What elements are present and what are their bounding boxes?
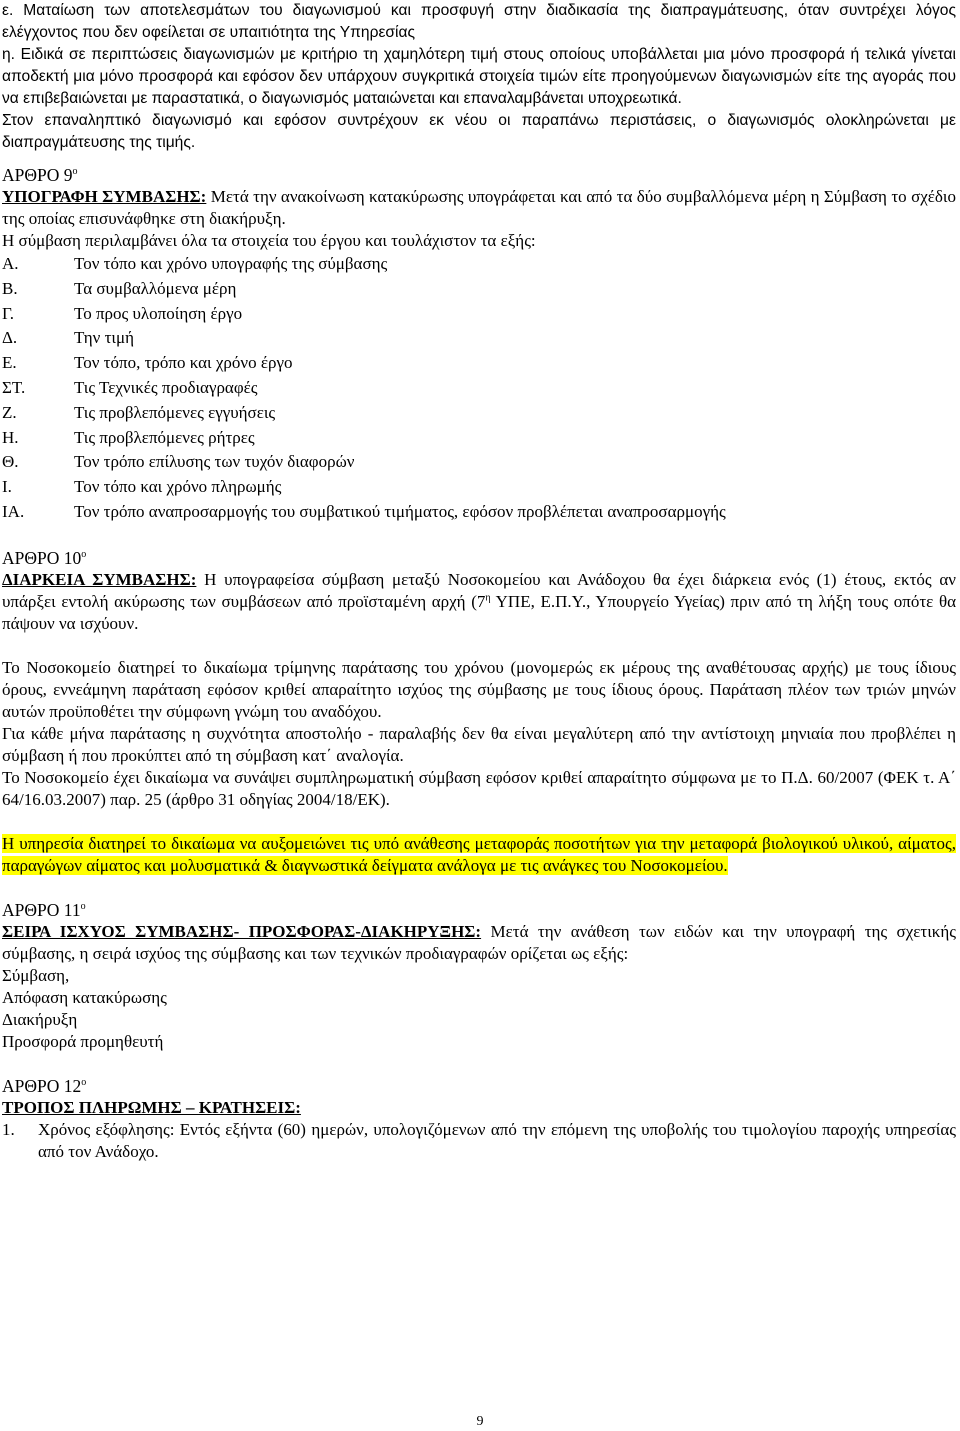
list-item-label: ΙΑ. (2, 501, 25, 521)
list-item-label: Β. (2, 278, 18, 298)
list-item-label: Ι. (2, 477, 12, 497)
list-item-text: Τον τόπο και χρόνο πληρωμής (74, 477, 282, 497)
article-heading: ΥΠΟΓΡΑΦΗ ΣΥΜΒΑΣΗΣ: (2, 187, 207, 206)
paragraph-e: ε. Ματαίωση των αποτελεσμάτων του διαγωνισμού και προσφυγή στην διαδικασία της διαπραγμάτευσης, όταν συντρέχει λόγος ελέγχοντος που δεν οφείλεται σε υπαιτιότητα της Υπηρεσίας (2, 2, 956, 41)
article-11 (2, 899, 956, 1053)
article-9 (2, 164, 956, 525)
intro-block (2, 0, 956, 154)
list-intro: Η σύμβαση περιλαμβάνει όλα τα στοιχεία του έργου και τουλάχιστον τα εξής: (2, 231, 536, 250)
article-title: ΑΡΘΡΟ $9^o$ (2, 165, 78, 185)
list-item-label: ΣΤ. (2, 377, 26, 397)
paragraph-h: η. Ειδικά σε περιπτώσεις διαγωνισμών με κριτήριο τη χαμηλότερη τιμή στους οποίους υποβάλλεται μια μόνο προσφορά ή τελικά γίνεται αποδεκτή μια μόνο προσφορά και εφόσον δεν υπάρχουν συγκριτικά στοιχεία τιμών είτε προηγούμενων διαγωνισμών είτε της αγοράς που να επιβεβαιώνεται με παραστατικά, ο διαγωνισμός ματαιώνεται και επαναλαμβάνεται υποχρεωτικά. (2, 46, 956, 107)
payment-item (2, 1119, 956, 1163)
list-item-label: Η. (2, 427, 19, 447)
highlighted-paragraph: Η υπηρεσία διατηρεί το δικαίωμα να αυξομειώνει τις υπό ανάθεσης μεταφοράς ποσοτήτων για την μεταφορά βιολογικού υλικού, αίματος, παραγώγων αίματος και μολυσματικά & διαγνωστικά δείγματα ανάλογα με τις ανάγκες του Νοσοκομείου. (2, 833, 956, 875)
list-item-label: Θ. (2, 452, 19, 472)
list-item (2, 450, 956, 475)
article-title: ΑΡΘΡΟ $11^o$ (2, 899, 86, 920)
article-paragraph: ΥΠΟΓΡΑΦΗ ΣΥΜΒΑΣΗΣ: Μετά την ανακοίνωση κατακύρωσης υπογράφεται και από τα δύο συμβαλλόμενα μέρη η Σύμβαση το σχέδιο της οποίας επισυνάφθηκε στη διακήρυξη. (2, 187, 956, 228)
item-number: 1. (2, 1119, 15, 1139)
list-item-text: Τον τρόπο επίλυσης των τυχόν διαφορών (74, 452, 355, 472)
article-heading: ΣΕΙΡΑ ΙΣΧΥΟΣ ΣΥΜΒΑΣΗΣ- ΠΡΟΣΦΟΡΑΣ-ΔΙΑΚΗΡΥΞΗΣ: (2, 921, 482, 941)
list-item (2, 351, 956, 376)
list-item (2, 326, 956, 351)
order-line: Σύμβαση, (2, 965, 70, 985)
order-line: Διακήρυξη (2, 1009, 78, 1029)
list-item-text: Τα συμβαλλόμενα μέρη (74, 278, 237, 298)
article-paragraph: ΣΕΙΡΑ ΙΣΧΥΟΣ ΣΥΜΒΑΣΗΣ- ΠΡΟΣΦΟΡΑΣ-ΔΙΑΚΗΡΥΞΗΣ: Μετά την ανάθεση των ειδών και την υπογραφή της σχετικής σύμβασης, η σειρά ισχύος της σύμβασης και των τεχνικών προδιαγραφών ορίζεται ως εξής: (2, 921, 957, 963)
list-item-label: Ε. (2, 353, 17, 373)
list-item (2, 475, 956, 500)
article-12 (2, 1075, 956, 1163)
list-item-label: Γ. (2, 303, 15, 323)
frequency-paragraph: Για κάθε μήνα παράτασης η συχνότητα αποστολήο - παραλαβής δεν θα είναι μεγαλύτερη από την αντίστοιχη μηνιαία που προβλέπει η σύμβαση ή που προκύπτει από τη σύμβαση κατ΄ αναλογία. (2, 723, 956, 765)
order-line: Προσφορά προμηθευτή (2, 1031, 164, 1051)
list-item-text: Τις προβλεπόμενες ρήτρες (74, 427, 255, 447)
contract-elements-list (2, 252, 956, 525)
list-item (2, 302, 956, 327)
list-item-text: Την τιμή (74, 328, 134, 348)
article-paragraph: ΔΙΑΡΚΕΙΑ ΣΥΜΒΑΣΗΣ: Η υπογραφείσα σύμβαση μεταξύ Νοσοκομείου και Ανάδοχου θα έχει διάρκεια ενός (1) έτους, εκτός αν υπάρξει εντολή ακύρωσης των συμβάσεων από προϊσταμένη αρχή ($7^\eta$ ΥΠΕ, Ε.Π.Υ., Υπουργείο Υγείας) πριν από τη λήξη τους οπότε θα πάψουν να ισχύουν. (2, 569, 956, 633)
article-title: ΑΡΘΡΟ $12^o$ (2, 1075, 87, 1096)
supplementary-paragraph: Το Νοσοκομείο έχει δικαίωμα να συνάψει συμπληρωματική σύμβαση εφόσον κριθεί απαραίτητο σύμφωνα με το Π.Δ. 60/2007 (ΦΕΚ τ. Α΄ 64/16.03.2007) παρ. 25 (άρθρο 31 οδηγίας 2004/18/ΕΚ). (2, 767, 956, 809)
list-item-text: Τον τόπο, τρόπο και χρόνο έργο (74, 353, 293, 373)
article-heading-line (2, 1097, 956, 1119)
article-heading: ΤΡΟΠΟΣ ΠΛΗΡΩΜΗΣ – ΚΡΑΤΗΣΕΙΣ: (2, 1097, 301, 1117)
list-item (2, 426, 956, 451)
order-line: Απόφαση κατακύρωσης (2, 987, 167, 1007)
list-item-label: Δ. (2, 328, 18, 348)
list-item-text: Τον τόπο και χρόνο υπογραφής της σύμβασης (74, 254, 388, 273)
article-heading: ΔΙΑΡΚΕΙΑ ΣΥΜΒΑΣΗΣ: (2, 569, 197, 589)
paragraph-repeat: Στον επαναληπτικό διαγωνισμό και εφόσον συντρέχουν εκ νέου οι παραπάνω περιστάσεις, ο διαγωνισμός ολοκληρώνεται με διαπραγμάτευσης της τιμής. (2, 112, 956, 151)
list-item-text: Τις Τεχνικές προδιαγραφές (74, 377, 258, 397)
item-text: Χρόνος εξόφλησης: Εντός εξήντα (60) ημερών, υπολογιζόμενων από την επόμενη της υποβολής του τιμολογίου παροχής υπηρεσίας από τον Ανάδοχο. (38, 1119, 956, 1161)
list-item-text: Τις προβλεπόμενες εγγυήσεις (74, 402, 276, 422)
list-item-text: Τον τρόπο αναπροσαρμογής του συμβατικού τιμήματος, εφόσον προβλέπεται αναπροσαρμογής (74, 501, 726, 521)
page-number: 9 (476, 1414, 484, 1429)
list-item-text: Το προς υλοποίηση έργο (74, 303, 243, 323)
article-10 (2, 547, 956, 877)
list-item-label: Ζ. (2, 402, 17, 422)
extension-paragraph: Το Νοσοκομείο διατηρεί το δικαίωμα τρίμηνης παράτασης του χρόνου (μονομερώς εκ μέρους της αναθέτουσας αρχής) με τους ίδιους όρους, εννεάμηνη παράταση εφόσον κριθεί απαραίτητο ισχύος της σύμβασης με τους ίδιους όρους. Παράταση πλέον των τριών μηνών αυτών προϋποθέτει την σύμφωνη γνώμη του αναδόχου. (2, 657, 956, 721)
document-page (2, 0, 956, 1163)
article-title: ΑΡΘΡΟ $10^o$ (2, 547, 87, 568)
list-item (2, 401, 956, 426)
list-item (2, 500, 956, 525)
list-item (2, 277, 956, 302)
list-item (2, 376, 956, 401)
list-item-label: Α. (2, 254, 19, 273)
list-item (2, 252, 956, 277)
